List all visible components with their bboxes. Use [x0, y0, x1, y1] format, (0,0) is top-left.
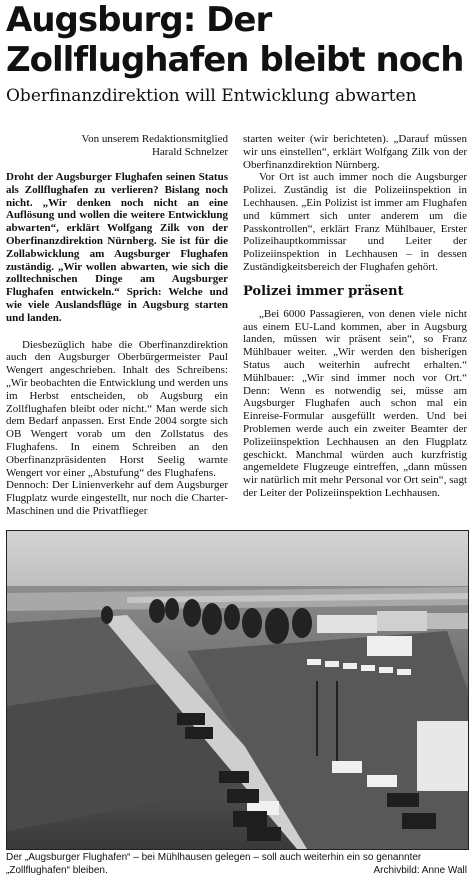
headline-line-1: Augsburg: Der	[6, 0, 272, 40]
body-paragraph: Dennoch: Der Linienverkehr auf dem Augsburger Flugplatz wurde eingestellt, nur noch die Charter-Maschinen und die Privatflieger	[6, 479, 228, 517]
column-left	[6, 133, 228, 518]
lead-paragraph: Droht der Augsburger Flughafen seinen Status als Zollflughafen zu verlieren? Bislang noch nicht. „Wir denken noch nicht an eine Auflösung und wollen die weitere Entwicklung abwarten“, erklärt Wolfgang Zilk von der Oberfinanzdirektion Nürnberg. Sie ist für die Zollabwicklung am Augsburger Flughafen zuständig. „Wir wollen abwarten, wie sich die zolltechnischen Dinge am Augsburger Flughafen entwickeln.“ Sprich: Welche und wie viele Auslandsflüge in Augsburg starten und landen.	[6, 171, 228, 324]
body-paragraph: starten weiter (wir berichteten). „Darauf müssen wir uns einstellen“, erklärt Wolfgang Zilk von der Oberfinanzdirektion Nürnberg.	[243, 133, 467, 171]
byline-line-1: Von unserem Redaktionsmitglied	[81, 133, 228, 145]
body-paragraph: Vor Ort ist auch immer noch die Augsburger Polizei. Zuständig ist die Polizeiinspektion in Lechhausen. „Ein Polizist ist immer am Flughafen und kümmert sich unter anderem um die Passkontrollen“, erklärt Franz Mühlbauer, Erster Polizeihauptkommissar und Leiter der Polizeiinspektion in Lechhausen – in dessen Zuständigkeitsbereich der Flughafen gehört.	[243, 171, 467, 273]
airport-photo	[6, 530, 469, 850]
caption-text: Der „Augsburger Flughafen“ – bei Mühlhausen gelegen – soll auch weiterhin ein so genannter „Zollflughafen“ bleiben.	[6, 852, 422, 876]
subheadline: Oberfinanzdirektion will Entwicklung abwarten	[6, 86, 417, 106]
intertitle: Polizei immer präsent	[243, 283, 404, 299]
body-paragraph: „Bei 6000 Passagieren, von denen viele nicht aus einem EU-Land kommen, aber in Augsburg landen, müssen wir präsent sein“, so Franz Mühlbauer weiter. „Wir werden den bisherigen Status auch weiterhin aufrecht erhalten.“ Mühlbauer: „Wir sind immer noch vor Ort.“ Denn: Wenn es notwendig sei, müsse am Augsburger Flughafen auch schon mal ein Einreise-Formular ausgefüllt werden. Und bei Problemen werde auch ein zweiter Beamter der Polizeiinspektion Lechhausen an den Flugplatz geschickt. Manchmal würden auch kurzfristig angemeldete Flugzeuge eintreffen, „dann müssen wir natürlich mit mehr Personal vor Ort sein“, sagt der Leiter der Polizeiinspektion Lechhausen.	[243, 307, 467, 499]
airport-photo-image	[7, 531, 468, 849]
photo-credit: Archivbild: Anne Wall	[373, 865, 467, 876]
headline-line-2: Zollflughafen bleibt noch	[6, 40, 464, 80]
column-right	[243, 133, 467, 500]
headline	[6, 0, 472, 80]
photo-caption	[6, 851, 467, 877]
byline	[6, 133, 228, 159]
body-paragraph: Diesbezüglich habe die Oberfinanzdirektion auch den Augsburger Oberbürgermeister Paul Wengert angeschrieben. Inhalt des Schreibens: „Wir beobachten die Entwicklung und werden uns im Herbst entscheiden, ob Augsburg ein Zollflughafen bleibt oder nicht.“ Man werde sich dem Bedarf anpassen. Erst Ende 2004 sorgte sich OB Wengert vorab um den Zollstatus des Flughafens. In einem Schreiben an den Oberfinanzpräsidenten Horst Seelig warnte Wengert vor einer „Abstufung“ des Flughafens.	[6, 338, 228, 479]
byline-author: Harald Schnelzer	[151, 146, 228, 158]
